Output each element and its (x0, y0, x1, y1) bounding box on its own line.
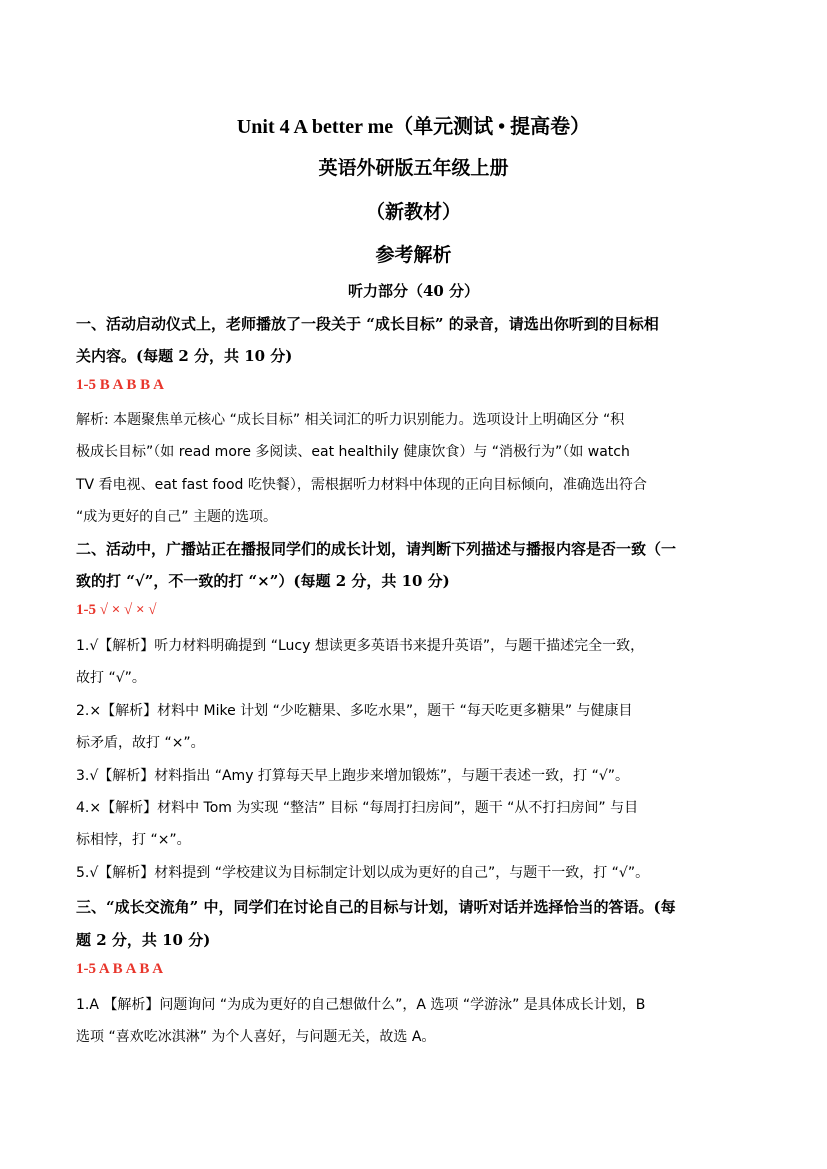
section-heading: 参考解析 (375, 244, 452, 266)
part2-item-line: 故打 “√”。 (76, 670, 146, 686)
part1-analysis-line: TV 看电视、eat fast food 吃快餐），需根据听力材料中体现的正向目标倾向，准确选出符合 (76, 477, 647, 493)
document-subtitle: 英语外研版五年级上册 (318, 157, 509, 179)
part3-item-line: 1.A 【解析】问题询问 “为成为更好的自己想做什么”，A 选项 “学游泳” 是具体成长计划，B (76, 997, 646, 1013)
part2-item-line: 3.√【解析】材料指出 “Amy 打算每天早上跑步来增加锻炼”，与题干表述一致，打 “√”。 (76, 768, 630, 784)
part1-analysis-line: 解析: 本题聚焦单元核心 “成长目标” 相关词汇的听力识别能力。选项设计上明确区分 “积 (76, 412, 625, 428)
part1-analysis-line: “成为更好的自己” 主题的选项。 (76, 509, 277, 525)
document-title: Unit 4 A better me（单元测试 • 提高卷） (236, 116, 591, 138)
part3-question-line1: 三、“成长交流角” 中，同学们在讨论自己的目标与计划，请听对话并选择恰当的答语。(每 (76, 898, 676, 916)
part3-question-line2: 题 2 分，共 10 分) (76, 931, 211, 949)
part1-analysis-line: 极成长目标”（如 read more 多阅读、eat healthily 健康饮食）与 “消极行为”（如 watch (76, 444, 630, 460)
part2-answer: 1-5 √ × √ × √ (76, 602, 157, 618)
part2-question-line2: 致的打 “√”，不一致的打 “×”）(每题 2 分，共 10 分) (76, 572, 450, 590)
part2-item-line: 2.×【解析】材料中 Mike 计划 “少吃糖果、多吃水果”，题干 “每天吃更多糖果” 与健康目 (76, 703, 633, 719)
listening-section-label: 听力部分（40 分） (347, 282, 480, 300)
part2-item-line: 5.√【解析】材料提到 “学校建议为目标制定计划以成为更好的自己”，与题干一致，打 “√”。 (76, 865, 650, 881)
part2-question-line1: 二、活动中，广播站正在播报同学们的成长计划，请判断下列描述与播报内容是否一致（一 (76, 540, 677, 558)
part3-answer: 1-5 A B A B A (76, 961, 164, 977)
part2-item-line: 1.√【解析】听力材料明确提到 “Lucy 想读更多英语书来提升英语”，与题干描述完全一致， (76, 638, 645, 654)
part1-answer: 1-5 B A B B A (76, 377, 164, 393)
part2-item-line: 标相悖，打 “×”。 (76, 832, 191, 848)
part2-item-line: 4.×【解析】材料中 Tom 为实现 “整洁” 目标 “每周打扫房间”，题干 “从不打扫房间” 与目 (76, 800, 639, 816)
edition-label: （新教材） (365, 201, 461, 223)
part3-item-line: 选项 “喜欢吃冰淇淋” 为个人喜好，与问题无关，故选 A。 (76, 1029, 436, 1045)
part1-question-line1: 一、活动启动仪式上，老师播放了一段关于 “成长目标” 的录音，请选出你听到的目标相 (76, 315, 659, 333)
part2-item-line: 标矛盾，故打 “×”。 (76, 735, 205, 751)
part1-question-line2: 关内容。(每题 2 分，共 10 分) (76, 347, 293, 365)
